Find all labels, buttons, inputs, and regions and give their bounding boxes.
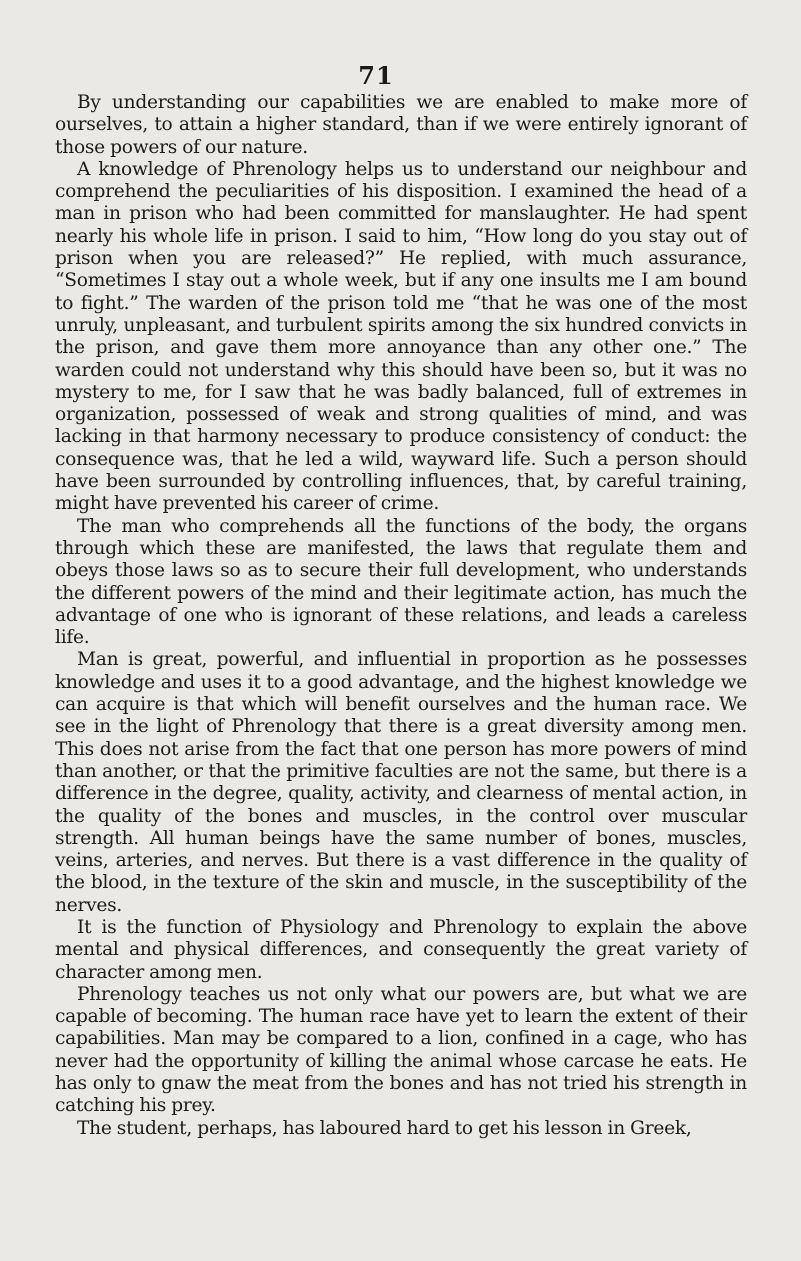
paragraph-1: By understanding our capabilities we are enabled to make more of ourselves, to attain a higher standard, than if we were entirely ignorant of those powers of our nature. <box>55 92 747 158</box>
paragraph-7: The student, perhaps, has laboured hard to get his lesson in Greek, <box>77 1117 692 1139</box>
paragraph-4: Man is great, powerful, and influential in proportion as he possesses knowledge and uses it to a good advantage, and the highest knowledge we can acquire is that which will benefit ourselves and the human race. We see in the light of Phrenology that there is a great diversity among men. This does not arise from the fact that one person has more powers of mind than another, or that the primitive faculties are not the same, but there is a difference in the degree, quality, activity, and clearness of mental action, in the quality of the bones and muscles, in the control over muscular strength. All human beings have the same number of bones, muscles, veins, arteries, and nerves. But there is a vast difference in the quality of the blood, in the texture of the skin and muscle, in the susceptibility of the nerves. <box>55 649 747 916</box>
page-number: 71 <box>358 61 394 90</box>
page-body <box>55 92 747 1140</box>
paragraph-5: It is the function of Physiology and Phrenology to explain the above mental and physical differences, and consequently the great variety of character among men. <box>55 916 747 983</box>
paragraph-3: The man who comprehends all the functions of the body, the organs through which these are manifested, the laws that regulate them and obeys those laws so as to secure their full development, who understands the different powers of the mind and their legitimate action, has much the advantage of one who is ignorant of these relations, and leads a careless life. <box>55 515 747 649</box>
paragraph-2: A knowledge of Phrenology helps us to understand our neighbour and comprehend the peculiarities of his disposition. I examined the head of a man in prison who had been committed for manslaughter. He had spent nearly his whole life in prison. I said to him, “How long do you stay out of prison when you are released?” He replied, with much assurance, “Sometimes I stay out a whole week, but if any one insults me I am bound to fight.” The warden of the prison told me “that he was one of the most unruly, unpleasant, and turbulent spirits among the six hundred convicts in the prison, and gave them more annoyance than any other one.” The warden could not understand why this should have been so, but it was no mystery to me, for I saw that he was badly balanced, full of extremes in organization, possessed of weak and strong qualities of mind, and was lacking in that harmony necessary to produce consistency of conduct: the consequence was, that he led a wild, wayward life. Such a person should have been surrounded by controlling influences, that, by careful training, might have prevented his career of crime. <box>55 158 747 515</box>
paragraph-6: Phrenology teaches us not only what our powers are, but what we are capable of becoming. The human race have yet to learn the extent of their capabilities. Man may be compared to a lion, confined in a cage, who has never had the opportunity of killing the animal whose carcase he eats. He has only to gnaw the meat from the bones and has not tried his strength in catching his prey. <box>55 983 747 1117</box>
